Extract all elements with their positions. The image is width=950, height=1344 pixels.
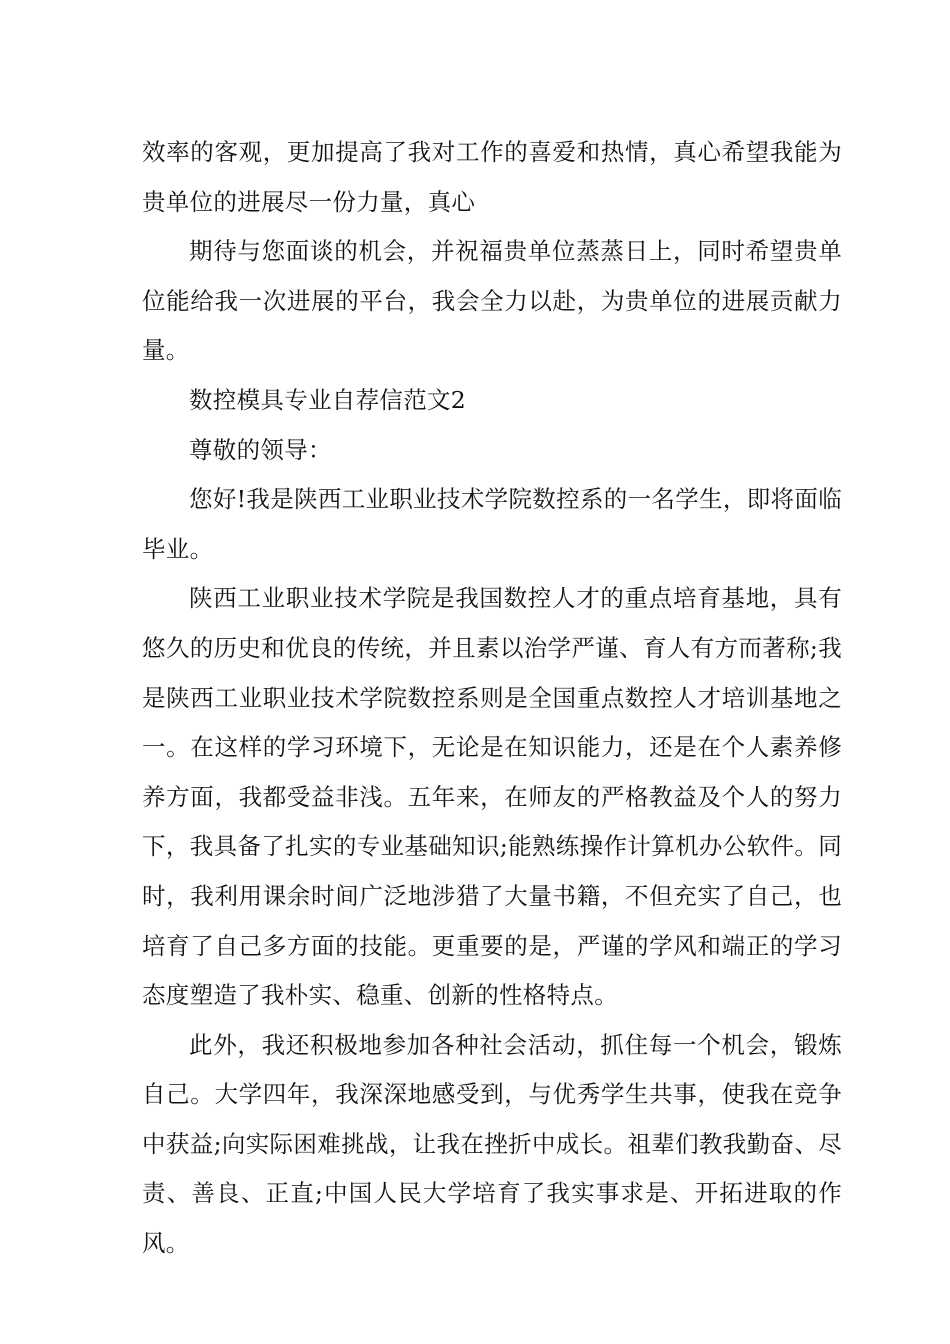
paragraph-greeting: 您好!我是陕西工业职业技术学院数控系的一名学生，即将面临毕业。 [142, 485, 842, 563]
body-text [142, 128, 842, 1269]
paragraph-school: 陕西工业职业技术学院是我国数控人才的重点培育基地，具有悠久的历史和优良的传统，并且素以治学严谨、育人有方而著称;我是陕西工业职业技术学院数控系则是全国重点数控人才培训基地之一。在这样的学习环境下，无论是在知识能力，还是在个人素养修养方面，我都受益非浅。五年来，在师友的严格教益及个人的努力下，我具备了扎实的专业基础知识;能熟练操作计算机办公软件。同时，我利用课余时间广泛地涉猎了大量书籍，不但充实了自己，也培育了自己多方面的技能。更重要的是，严谨的学风和端正的学习态度塑造了我朴实、稳重、创新的性格特点。 [142, 584, 842, 1010]
section-title: 数控模具专业自荐信范文2 [189, 385, 467, 414]
paragraph-continuation: 效率的客观，更加提高了我对工作的喜爱和热情，真心希望我能为贵单位的进展尽一份力量，真心 [142, 138, 842, 216]
paragraph-activities: 此外，我还积极地参加各种社会活动，抓住每一个机会，锻炼自己。大学四年，我深深地感受到，与优秀学生共事，使我在竞争中获益;向实际困难挑战，让我在挫折中成长。祖辈们教我勤奋、尽责、善良、正直;中国人民大学培育了我实事求是、开拓进取的作风。 [142, 1030, 842, 1258]
salutation: 尊敬的领导： [189, 435, 332, 464]
paragraph-closing: 期待与您面谈的机会，并祝福贵单位蒸蒸日上，同时希望贵单位能给我一次进展的平台，我会全力以赴，为贵单位的进展贡献力量。 [142, 237, 842, 365]
